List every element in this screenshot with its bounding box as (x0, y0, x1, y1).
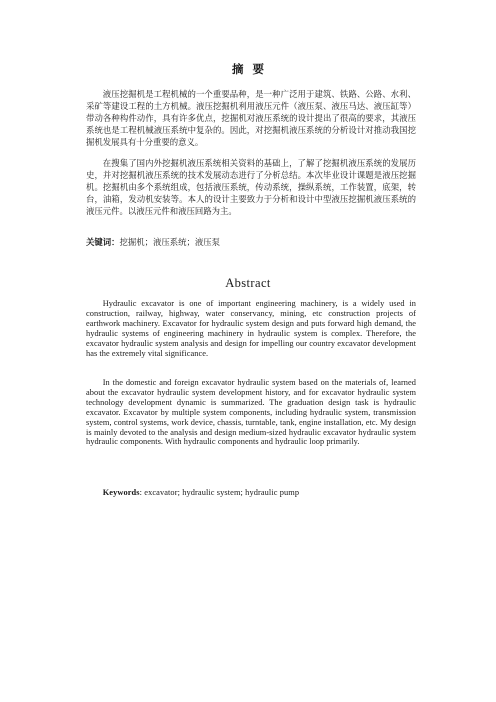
keywords-text: 挖掘机；液压系统；液压泵 (119, 237, 220, 247)
abstract-en-paragraph-2 (86, 378, 416, 447)
paragraph-text: Hydraulic excavator is one of important engineering machinery, is a widely used in construction, railway, highway, water conservancy, mining, etc construction projects of earthwork machinery. Excavator for hydraulic system design and puts forward high demand, the hydraulic systems of engineering machinery in hydraulic system is complex. Therefore, the excavator hydraulic system analysis and design for impelling our country excavator development has the extremely vital significance. (86, 299, 416, 358)
abstract-cn-paragraph-1 (86, 88, 416, 148)
keywords-text: : excavator; hydraulic system; hydraulic pump (139, 488, 300, 497)
paragraph-text: 液压挖掘机是工程机械的一个重要品种，是一种广泛用于建筑、铁路、公路、水利、采矿等建设工程的土方机械。液压挖掘机利用液压元件（液压泵、液压马达、液压缸等）带动各种构件动作，具有许多优点，挖掘机对液压系统的设计提出了很高的要求，其液压系统也是工程机械液压系统中复杂的。因此，对挖掘机液压系统的分析设计对推动我国挖掘机发展具有十分重要的意义。 (86, 89, 416, 148)
abstract-cn-keywords (86, 236, 220, 248)
paragraph-text: 在搜集了国内外挖掘机液压系统相关资料的基础上，了解了挖掘机液压系统的发展历史，并对挖掘机液压系统的技术发展动态进行了分析总结。本次毕业设计课题是液压挖掘机。挖掘机由多个系统组成，包括液压系统，传动系统，操纵系统，工作装置，底架，转台，油箱，发动机安装等。本人的设计主要致力于分析和设计中型液压挖掘机液压系统的液压元件。以液压元件和液压回路为主。 (86, 158, 416, 217)
abstract-en-title: Abstract (225, 276, 271, 290)
paragraph-text: In the domestic and foreign excavator hydraulic system based on the materials of, learned about the excavator hydraulic system development history, and for excavator hydraulic system technology development dynamic is summarized. The graduation design task is hydraulic excavator. Excavator by multiple system components, including hydraulic system, transmission system, control systems, work device, chassis, turntable, tank, engine installation, etc. My design is mainly devoted to the analysis and design medium-sized hydraulic excavator hydraulic system hydraulic components. With hydraulic components and hydraulic loop primarily. (86, 378, 416, 447)
abstract-en-keywords (86, 488, 299, 498)
abstract-cn-title: 摘要 (232, 62, 273, 76)
abstract-en-paragraph-1 (86, 299, 416, 358)
abstract-cn-paragraph-2 (86, 157, 416, 217)
keywords-label: Keywords (102, 488, 140, 497)
keywords-label: 关键词： (86, 237, 120, 247)
